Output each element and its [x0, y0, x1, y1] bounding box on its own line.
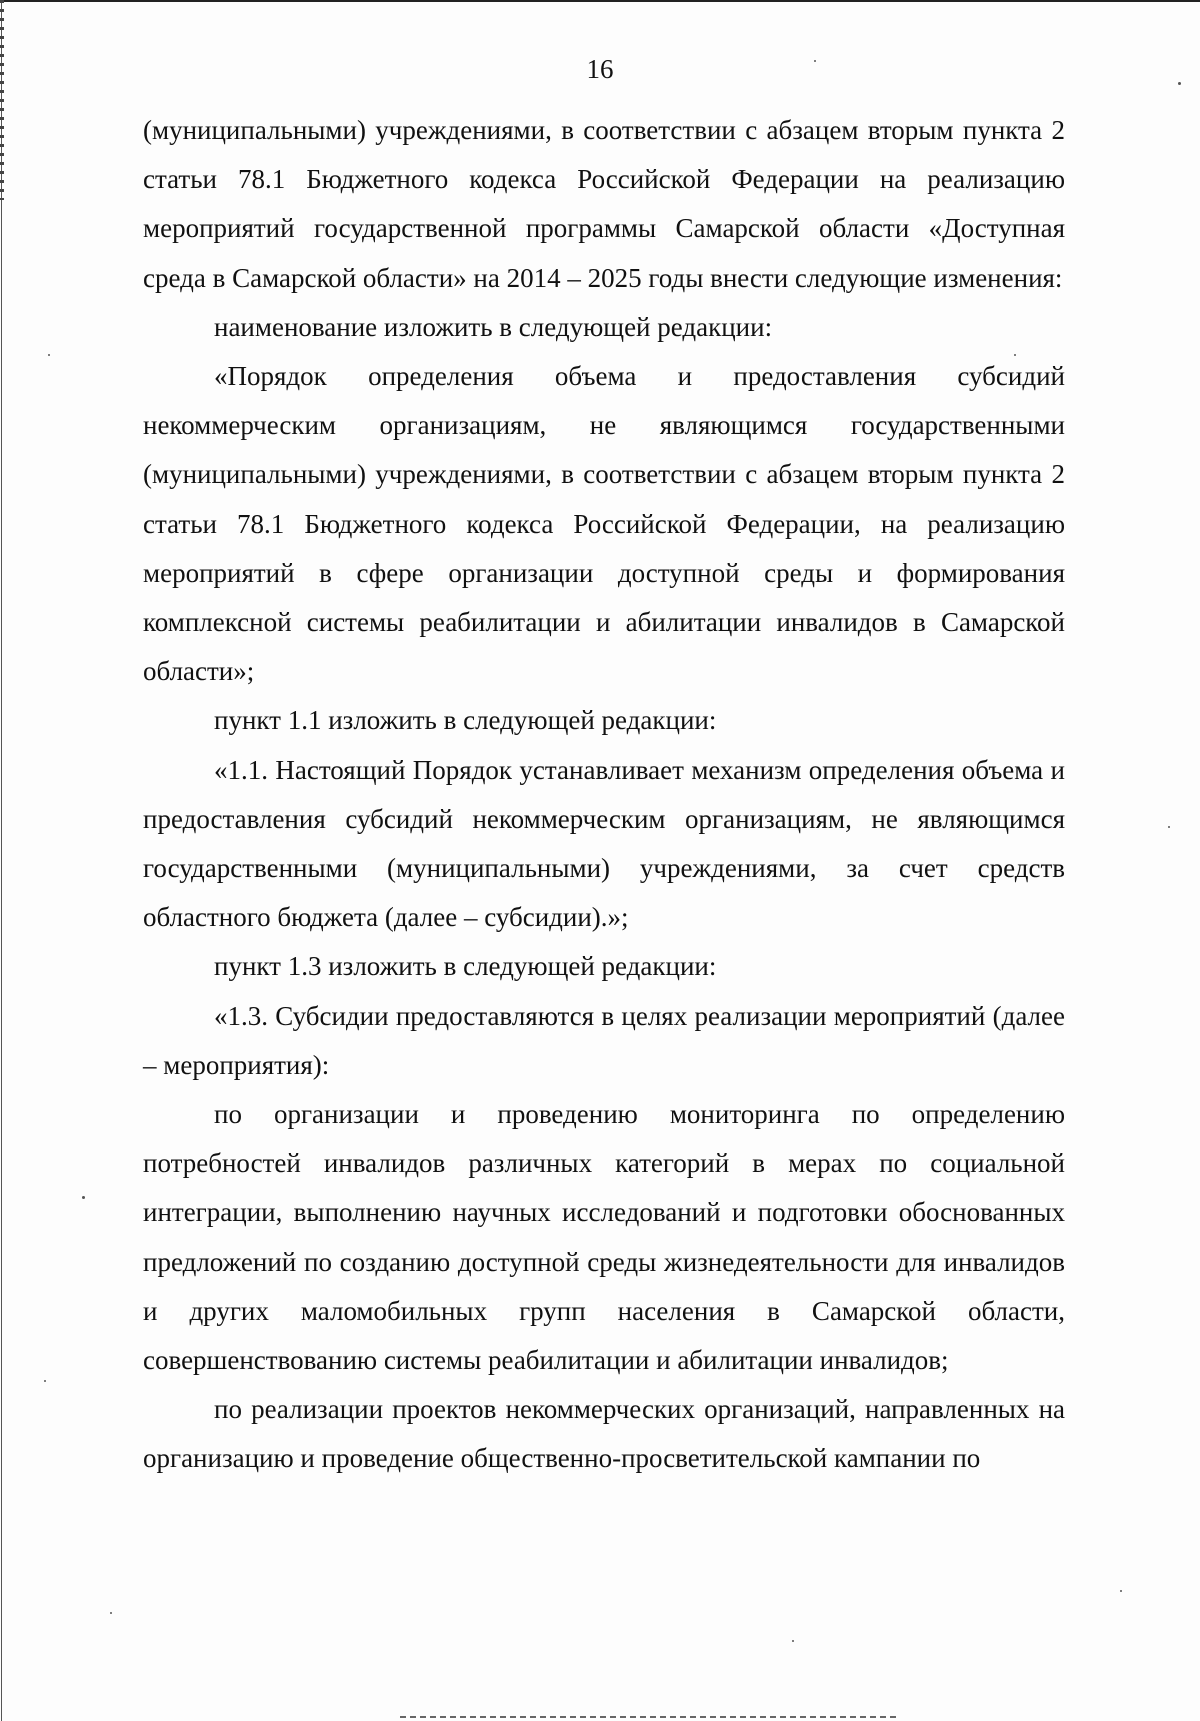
paragraph: по реализации проектов некоммерческих организаций, направленных на организацию и проведение общественно-просветительской кампании по [143, 1394, 1065, 1474]
paragraph: пункт 1.1 изложить в следующей редакции: [214, 705, 717, 736]
paragraph: наименование изложить в следующей редакции: [214, 311, 773, 342]
paragraph: по организации и проведению мониторинга по определению потребностей инвалидов различных категорий в мерах по социальной интеграции, выполнению научных исследований и подготовки обоснованных предложений по созданию доступной среды жизнедеятельности для инвалидов и других маломобильных групп населения в Самарской области, совершенствованию системы реабилитации и абилитации инвалидов; [143, 1099, 1065, 1376]
scan-speck [1120, 1590, 1122, 1592]
left-edge-line [1, 0, 2, 1721]
scan-speck [792, 1640, 794, 1642]
page-number: 16 [586, 54, 614, 84]
left-edge-perforation [0, 0, 4, 200]
paragraph: пункт 1.3 изложить в следующей редакции: [214, 951, 717, 982]
top-edge-line [0, 0, 1200, 2]
bottom-edge-line [400, 1716, 900, 1718]
scan-speck [110, 1612, 112, 1614]
paragraph: «1.3. Субсидии предоставляются в целях реализации мероприятий (далее – мероприятия): [143, 1000, 1065, 1080]
scan-speck [44, 1380, 46, 1382]
scan-speck [82, 1196, 85, 1199]
scan-speck [48, 354, 50, 356]
paragraph: «1.1. Настоящий Порядок устанавливает механизм определения объема и предоставления субсидий некоммерческим организациям, не являющимся государственными (муниципальными) учреждениями, за счет средств областного бюджета (далее – субсидии).»; [143, 754, 1065, 933]
scan-speck [1168, 826, 1170, 828]
paragraph: (муниципальными) учреждениями, в соответствии с абзацем вторым пункта 2 статьи 78.1 Бюджетного кодекса Российской Федерации на реализацию мероприятий государственной программы Самарской области «Доступная среда в Самарской области» на 2014 – 2025 годы внести следующие изменения: [143, 115, 1065, 293]
paragraph: «Порядок определения объема и предоставления субсидий некоммерческим организациям, не являющимся государственными (муниципальными) учреждениями, в соответствии с абзацем вторым пункта 2 статьи 78.1 Бюджетного кодекса Российской Федерации, на реализацию мероприятий в сфере организации доступной среды и формирования комплексной системы реабилитации и абилитации инвалидов в Самарской области»; [143, 361, 1065, 687]
document-body [143, 106, 1065, 1484]
